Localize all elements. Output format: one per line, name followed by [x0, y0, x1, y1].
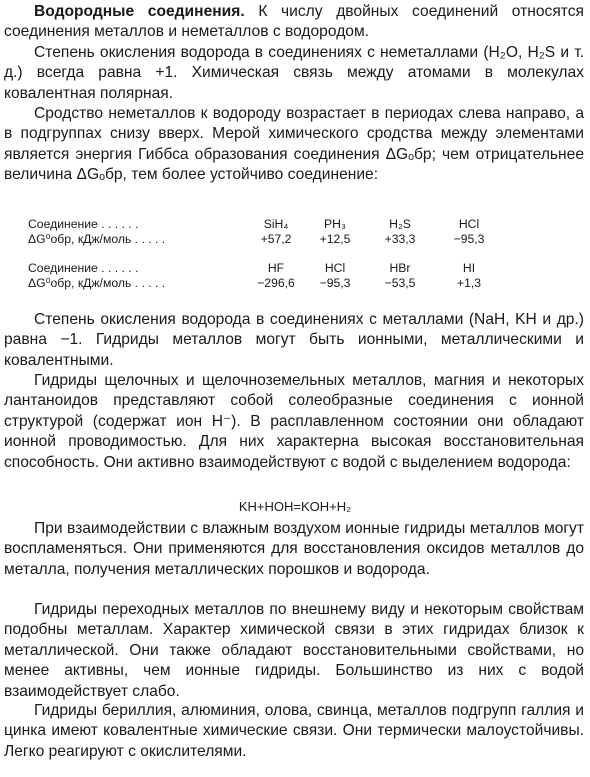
table-cell: HI	[462, 261, 476, 275]
table-cell: +1,3	[456, 276, 482, 290]
table-cell: −296,6	[257, 276, 295, 290]
table-cell: −53,5	[384, 276, 416, 290]
paragraph-transition-hydrides: Гидриды переходных металлов по внешнему виду и некоторым свойствам подобны металлам. Характер химической связи в этих гидридах близок к металлической. Они также обладают восстановительными свойствами, но менее активны, чем ионные гидриды. Большинство из них с водой взаимодействует слабо.	[4, 601, 584, 700]
table-label-energy: ΔG⁰обр, кДж/моль . . . . .	[28, 276, 166, 290]
gibbs-table-2	[28, 261, 568, 291]
table-cell: HCl	[324, 261, 346, 275]
paragraph-covalent-hydrides: Гидриды бериллия, алюминия, олова, свинца, металлов подгрупп галлия и цинка имеют ковалентные химические связи. Они термически малоустойчивы. Легко реагируют с окислителями.	[4, 702, 584, 760]
paragraph-intro	[4, 2, 584, 43]
table-cell: HBr	[389, 261, 411, 275]
reaction-equation: KH+HOH=KOH+H₂	[238, 499, 352, 514]
paragraph-ionic-hydrides: Гидриды щелочных и щелочноземельных металлов, магния и некоторых лантаноидов представляют собой солеобразные соединения с ионной структурой (содержат ион H⁻). В расплавленном состоянии они обладают ионной проводимостью. Для них характерна высокая восстановительная способность. Они активно взаимодействуют с водой с выделением водорода:	[4, 372, 584, 471]
table-cell: HF	[267, 261, 285, 275]
gibbs-table-1	[28, 217, 568, 247]
table-cell: +12,5	[319, 232, 351, 246]
paragraph-reactivity: При взаимодействии с влажным воздухом ионные гидриды металлов могут воспламеняться. Они применяются для восстановления оксидов металлов до металла, получения металлических порошков и водорода.	[4, 520, 584, 578]
paragraph-affinity: Сродство неметаллов к водороду возрастает в периодах слева направо, а в подгруппах снизу вверх. Мерой химического сродства между элементами является энергия Гиббса образования соединения ΔGₒбр; чем отрицательнее величина ΔGₒбр, тем более устойчиво соединение:	[4, 105, 584, 184]
table-cell: −95,3	[319, 276, 351, 290]
table-cell: PH₃	[324, 217, 346, 231]
table-cell: −95,3	[453, 232, 485, 246]
table-cell: HCl	[458, 217, 480, 231]
table-row-values	[28, 276, 568, 291]
table-row-compounds	[28, 217, 568, 232]
table-cell: H₂S	[389, 217, 411, 231]
section-heading: Водородные соединения.	[34, 3, 245, 20]
table-cell: +57,2	[260, 232, 292, 246]
table-label-compound: Соединение . . . . . .	[28, 261, 139, 275]
table-label-energy: ΔG⁰обр, кДж/моль . . . . .	[28, 232, 166, 246]
paragraph-oxidation-nonmetals: Степень окисления водорода в соединениях с неметаллами (H₂O, H₂S и т. д.) всегда равна +1. Химическая связь между атомами в молекулах ковалентная полярная.	[4, 44, 584, 102]
table-label-compound: Соединение . . . . . .	[28, 217, 139, 231]
table-cell: +33,3	[384, 232, 416, 246]
intro-text: К числу двойных соединений относятся соединения металлов и неметаллов с водородом.	[4, 3, 584, 41]
paragraph-oxidation-metals: Степень окисления водорода в соединениях с металлами (NaH, KH и др.) равна −1. Гидриды металлов могут быть ионными, металлическими и ковалентными.	[4, 311, 584, 369]
table-row-values	[28, 232, 568, 247]
table-cell: SiH₄	[263, 217, 289, 231]
table-row-compounds	[28, 261, 568, 276]
